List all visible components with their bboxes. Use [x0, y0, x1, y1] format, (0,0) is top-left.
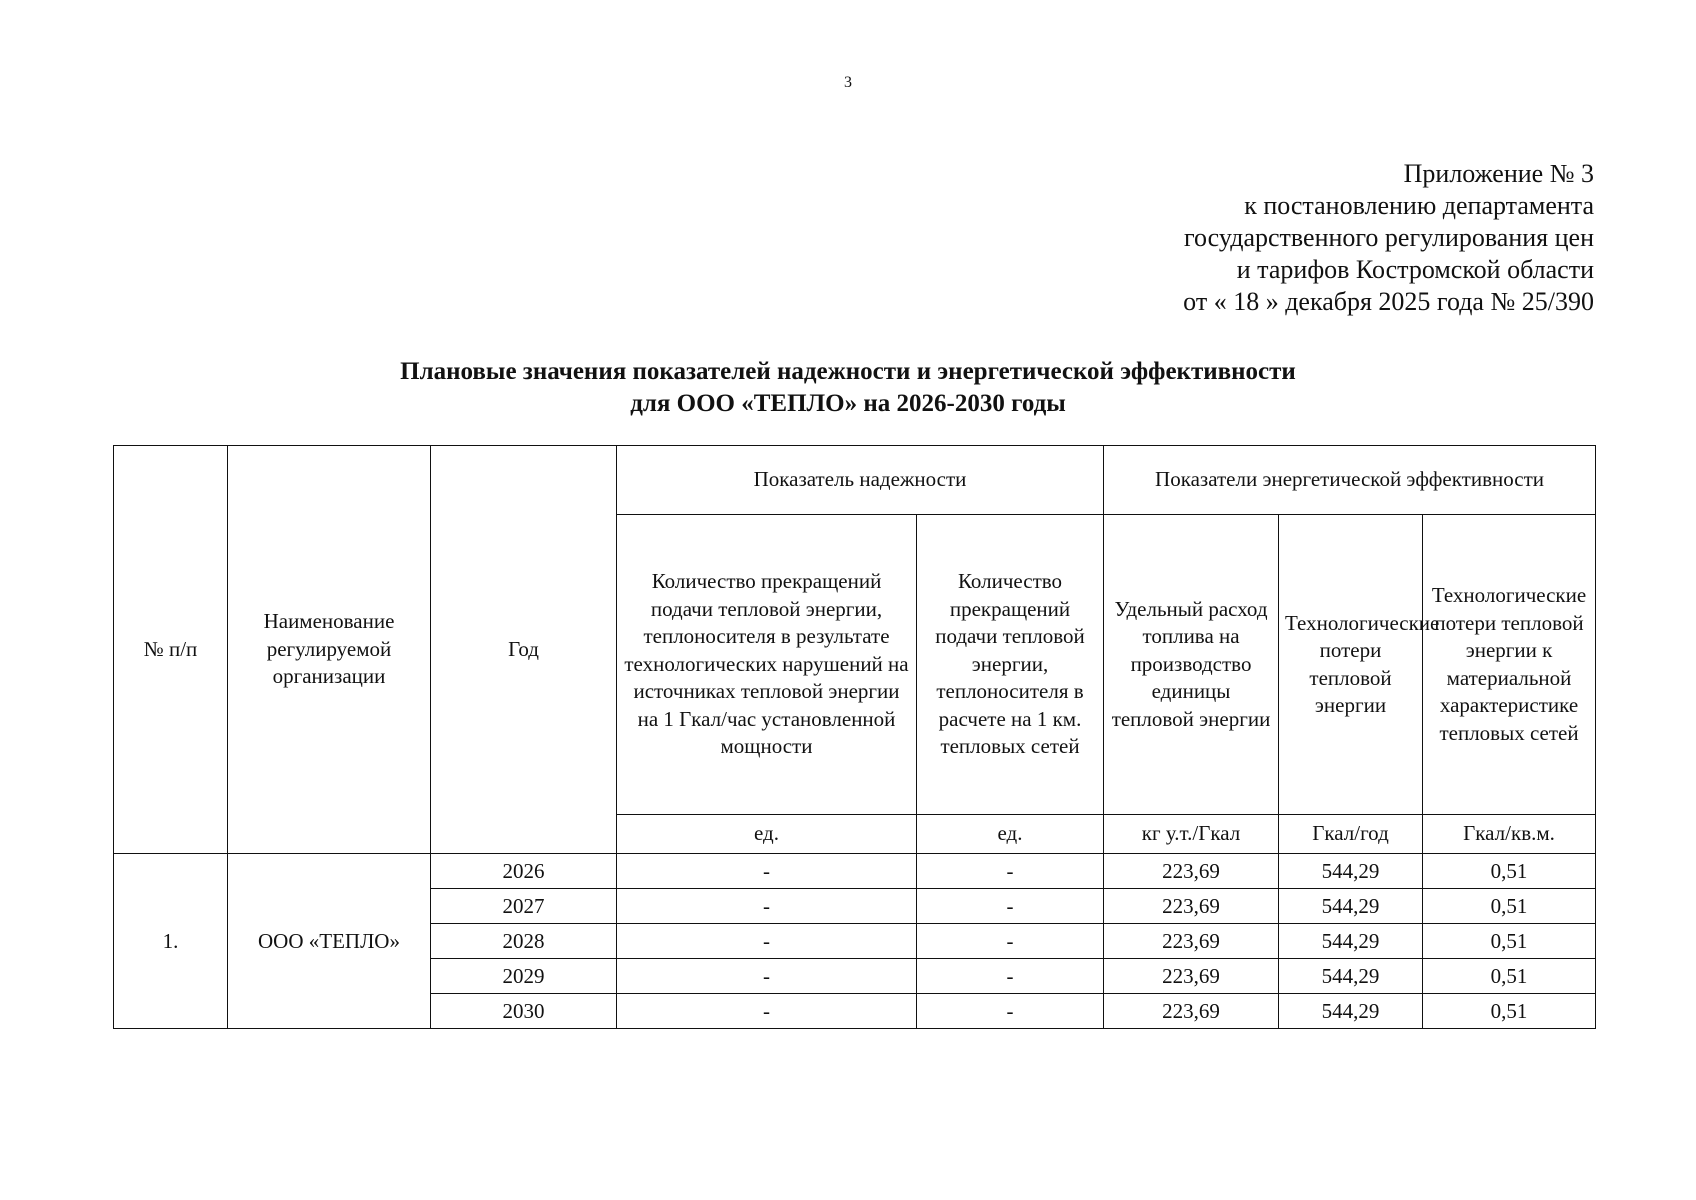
value-cell: 223,69: [1104, 959, 1279, 994]
unit-cell: кг у.т./Гкал: [1104, 815, 1279, 854]
unit-cell: ед.: [917, 815, 1104, 854]
header-year: Год: [431, 446, 617, 854]
value-cell: 223,69: [1104, 889, 1279, 924]
header-num: № п/п: [114, 446, 228, 854]
year-cell: 2027: [431, 889, 617, 924]
document-title: [0, 356, 1696, 420]
value-cell: 544,29: [1279, 889, 1423, 924]
value-cell: -: [617, 994, 917, 1029]
value-cell: -: [917, 994, 1104, 1029]
appendix-line: от « 18 » декабря 2025 года № 25/390: [1183, 287, 1594, 316]
unit-cell: Гкал/год: [1279, 815, 1423, 854]
value-cell: 0,51: [1423, 854, 1596, 889]
value-cell: 544,29: [1279, 959, 1423, 994]
value-cell: 544,29: [1279, 994, 1423, 1029]
value-cell: 223,69: [1104, 924, 1279, 959]
page-number: 3: [844, 74, 852, 91]
value-cell: -: [917, 854, 1104, 889]
value-cell: 0,51: [1423, 959, 1596, 994]
header-col-losses-ratio: Технологические потери тепловой энергии к материальной характеристике тепловых сетей: [1423, 515, 1596, 815]
header-reliability-group: Показатель надежности: [617, 446, 1104, 515]
appendix-line: Приложение № 3: [1403, 159, 1594, 188]
document-title-line-1: Плановые значения показателей надежности и энергетической эффективности: [400, 358, 1296, 385]
value-cell: -: [617, 889, 917, 924]
value-cell: 223,69: [1104, 994, 1279, 1029]
value-cell: -: [917, 924, 1104, 959]
year-cell: 2029: [431, 959, 617, 994]
value-cell: -: [617, 854, 917, 889]
appendix-line: и тарифов Костромской области: [1236, 255, 1594, 284]
value-cell: 0,51: [1423, 994, 1596, 1029]
appendix-line: государственного регулирования цен: [1184, 223, 1594, 252]
header-efficiency-group: Показатели энергетической эффективности: [1104, 446, 1596, 515]
value-cell: -: [917, 959, 1104, 994]
value-cell: -: [617, 924, 917, 959]
header-col-heat-losses: Технологические потери тепловой энергии: [1279, 515, 1423, 815]
value-cell: 544,29: [1279, 924, 1423, 959]
value-cell: 0,51: [1423, 924, 1596, 959]
year-cell: 2028: [431, 924, 617, 959]
header-col-outages-network: Количество прекращений подачи тепловой энергии, теплоносителя в расчете на 1 км. тепловых сетей: [917, 515, 1104, 815]
year-cell: 2030: [431, 994, 617, 1029]
row-org-cell: ООО «ТЕПЛО»: [228, 854, 431, 1029]
value-cell: 0,51: [1423, 889, 1596, 924]
appendix-block: [994, 158, 1594, 318]
appendix-line: к постановлению департамента: [1244, 191, 1594, 220]
header-col-outages-source: Количество прекращений подачи тепловой энергии, теплоносителя в результате технологических нарушений на источниках тепловой энергии на 1 Гкал/час установленной мощности: [617, 515, 917, 815]
row-num-cell: 1.: [114, 854, 228, 1029]
unit-cell: ед.: [617, 815, 917, 854]
header-org: Наименование регулируемой организации: [228, 446, 431, 854]
value-cell: -: [617, 959, 917, 994]
table-row: [114, 854, 1596, 889]
value-cell: 223,69: [1104, 854, 1279, 889]
header-row-groups: [114, 446, 1596, 515]
unit-cell: Гкал/кв.м.: [1423, 815, 1596, 854]
value-cell: -: [917, 889, 1104, 924]
year-cell: 2026: [431, 854, 617, 889]
document-title-line-2: для ООО «ТЕПЛО» на 2026-2030 годы: [630, 390, 1066, 417]
indicators-table: [113, 445, 1596, 1029]
value-cell: 544,29: [1279, 854, 1423, 889]
indicators-table-wrap: [113, 445, 1595, 1029]
header-col-fuel-consumption: Удельный расход топлива на производство единицы тепловой энергии: [1104, 515, 1279, 815]
